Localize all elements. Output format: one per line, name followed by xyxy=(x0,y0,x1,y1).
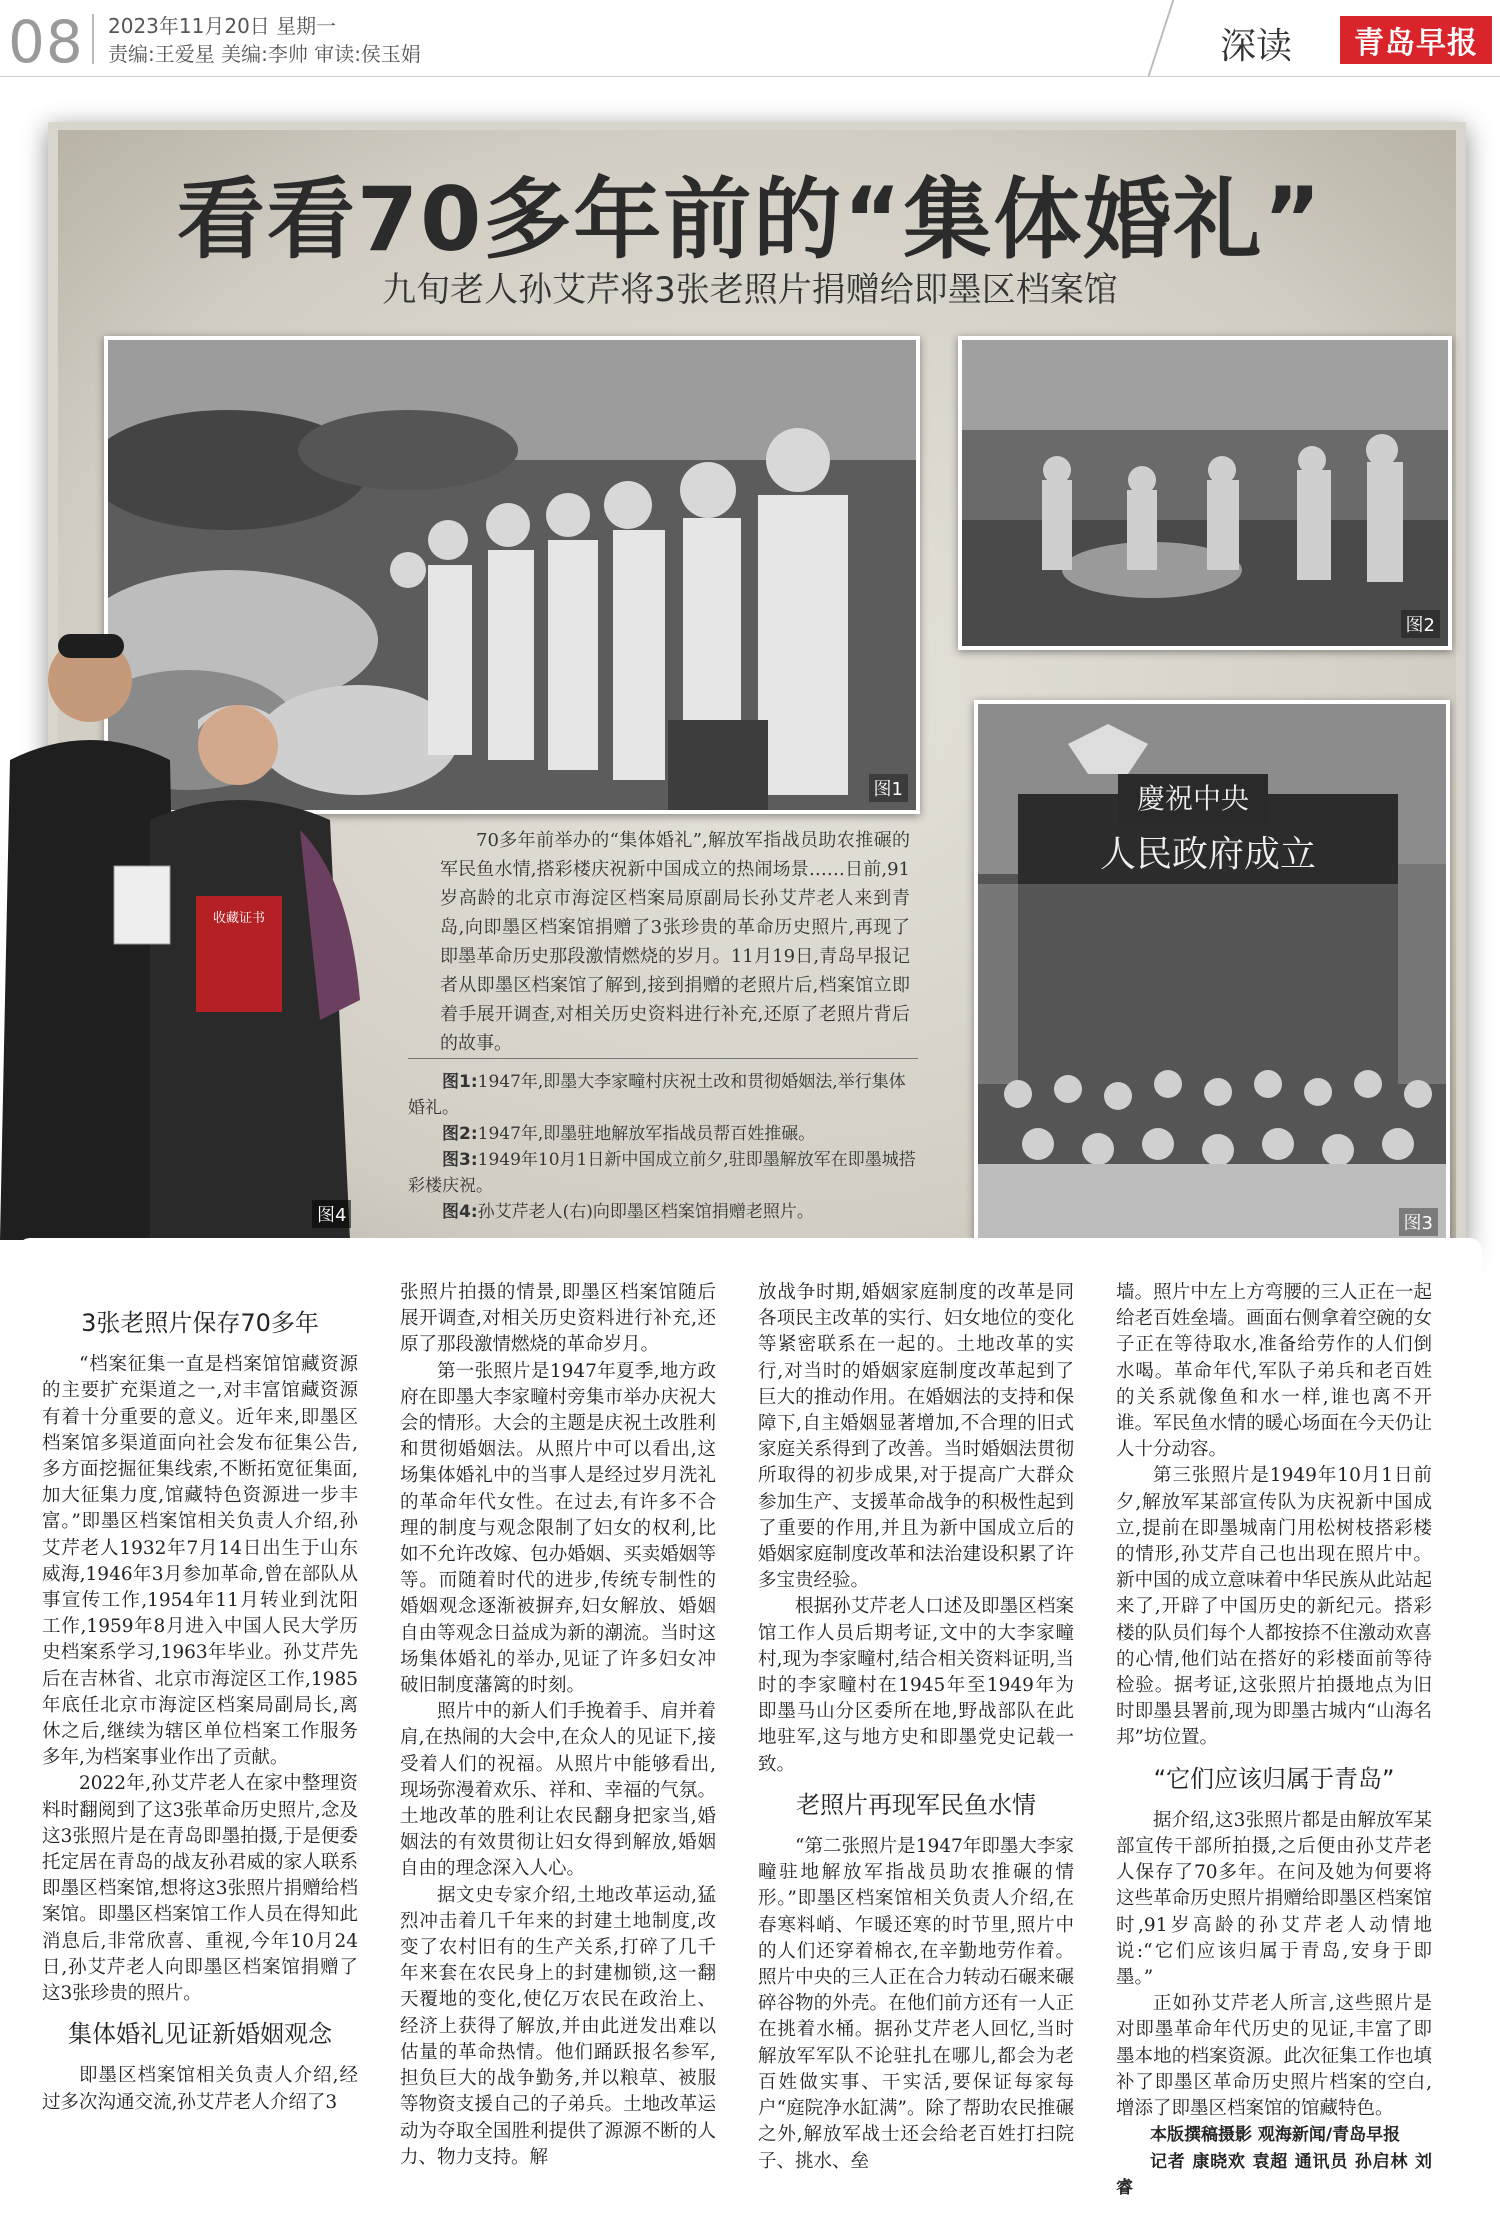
newspaper-logo: 青岛早报 xyxy=(1340,16,1492,64)
paragraph: 2022年,孙艾芹老人在家中整理资料时翻阅到了这3张革命历史照片,念及这3张照片是在青岛即墨拍摄,于是便委托定居在青岛的战友孙君威的家人联系即墨区档案馆,想将这3张照片捐赠给档案馆。即墨区档案馆工作人员在得知此消息后,非常欣喜、重视,今年10月24日,孙艾芹老人向即墨区档案馆捐赠了这3张珍贵的照片。 xyxy=(42,1773,358,2005)
headline: 看看70多年前的“集体婚礼” xyxy=(176,168,1324,271)
date-line: 2023年11月20日 星期一 xyxy=(108,14,337,38)
paragraph: 放战争时期,婚姻家庭制度的改革是同各项民主改革的实行、妇女地位的变化等紧密联系在一起的。土地改革的实行,对当时的婚姻家庭制度改革起到了巨大的推动作用。在婚姻法的支持和保障下,自主婚姻显著增加,不合理的旧式家庭关系得到了改善。当时婚姻法贯彻所取得的初步成果,对于提高广大群众参加生产、支援革命战争的积极性起到了重要的作用,并且为新中国成立后的婚姻家庭制度改革和法治建设积累了许多宝贵经验。 xyxy=(758,1282,1074,1592)
subheading-army-civilian: 老照片再现军民鱼水情 xyxy=(796,1790,1036,1819)
article-column-1 xyxy=(42,1296,358,2116)
header-rule xyxy=(0,76,1500,77)
paragraph: “档案征集一直是档案馆馆藏资源的主要扩充渠道之一,对丰富馆藏资源有着十分重要的意义。近年来,即墨区档案馆多渠道面向社会发布征集公告,多方面挖掘征集线索,不断拓宽征集面,加大征集力度,馆藏特色资源进一步丰富。”即墨区档案馆相关负责人介绍,孙艾芹老人1932年7月14日出生于山东威海,1946年3月参加革命,曾在部队从事宣传工作,1954年11月转业到沈阳工作,1959年8月进入中国人民大学历史档案系学习,1963年毕业。孙艾芹先后在吉林省、北京市海淀区工作,1985年底任北京市海淀区档案局副局长,离休之后,继续为辖区单位档案工作服务多年,为档案事业作出了贡献。 xyxy=(42,1354,358,1769)
photo-4-label: 图4 xyxy=(312,1200,351,1228)
photo-2-image xyxy=(962,340,1448,646)
article-column-3 xyxy=(758,1280,1074,2175)
caption-3: 图3:1949年10月1日新中国成立前夕,驻即墨解放军在即墨城搭彩楼庆祝。 xyxy=(408,1150,916,1196)
article-column-4 xyxy=(1116,1280,1432,2201)
photo-3-banner-line2: 人民政府成立 xyxy=(1099,834,1317,875)
paragraph: 照片中的新人们手挽着手、肩并着肩,在热闹的大会中,在众人的见证下,接受着人们的祝福。从照片中能够看出,现场弥漫着欢乐、祥和、幸福的气氛。土地改革的胜利让农民翻身把家当,婚姻法的有效贯彻让妇女得到解放,婚姻自由的理念深入人心。 xyxy=(400,1701,716,1880)
subheading-belong-qingdao: “它们应该归属于青岛” xyxy=(1153,1764,1395,1793)
photo-2-label: 图2 xyxy=(1401,610,1440,638)
subheadline: 九旬老人孙艾芹将3张老照片捐赠给即墨区档案馆 xyxy=(382,270,1118,310)
subheading-photos-kept: 3张老照片保存70多年 xyxy=(81,1309,319,1337)
photo-4-book-label: 收藏证书 xyxy=(212,911,266,926)
paragraph: 据文史专家介绍,土地改革运动,猛烈冲击着几千年来的封建土地制度,改变了农村旧有的生产关系,打碎了几千年来套在农民身上的封建枷锁,这一翻天覆地的变化,使亿万农民在政治上、经济上获得了解放,并由此迸发出难以估量的革命热情。他们踊跃报名参军,担负巨大的战争勤务,并以粮草、被服等物资支援自己的子弟兵。土地改革运动为夺取全国胜利提供了源源不断的人力、物力支持。解 xyxy=(400,1884,716,2168)
paragraph: 第一张照片是1947年夏季,地方政府在即墨大李家疃村旁集市举办庆祝大会的情形。大会的主题是庆祝土改胜利和贯彻婚姻法。从照片中可以看出,这场集体婚礼中的当事人是经过岁月洗礼的革命年代女性。在过去,有许多不合理的制度与观念限制了妇女的权利,比如不允许改嫁、包办婚姻、买卖婚姻等等。而随着时代的进步,传统专制性的婚姻观念逐渐被摒弃,妇女解放、婚姻自由等观念日益成为新的潮流。当时这场集体婚礼的举办,见证了许多妇女冲破旧制度藩篱的时刻。 xyxy=(400,1360,716,1697)
editors-line: 责编:王爱星 美编:李帅 审读:侯玉娟 xyxy=(108,42,421,66)
photo-3-arch xyxy=(974,700,1450,1248)
section-name: 深读 xyxy=(1220,26,1293,67)
header-divider xyxy=(92,14,94,64)
photo-3-label: 图3 xyxy=(1399,1208,1438,1236)
caption-4: 图4:孙艾芹老人(右)向即墨区档案馆捐赠老照片。 xyxy=(442,1202,814,1222)
photo-4-image xyxy=(0,620,380,1240)
paragraph: 据介绍,这3张照片都是由解放军某部宣传干部所拍摄,之后便由孙艾芹老人保存了70多年。在问及她为何要将这些革命历史照片捐赠给即墨区档案馆时,91岁高龄的孙艾芹老人动情地说:“它们应该归属于青岛,安身于即墨。” xyxy=(1116,1809,1432,1989)
photo-3-image xyxy=(978,704,1446,1244)
page-number: 08 xyxy=(8,8,84,76)
byline-1: 本版撰稿摄影 观海新闻/青岛早报 xyxy=(1150,2125,1401,2146)
photo-3-banner-line1: 慶祝中央 xyxy=(1136,782,1250,815)
paragraph: 张照片拍摄的情景,即墨区档案馆随后展开调查,对相关历史资料进行补充,还原了那段激情燃烧的革命岁月。 xyxy=(400,1282,716,1356)
paragraph: “第二张照片是1947年即墨大李家疃驻地解放军指战员助农推碾的情形。”即墨区档案馆相关负责人介绍,在春寒料峭、乍暖还寒的时节里,照片中的人们还穿着棉衣,在辛勤地劳作着。照片中央的三人正在合力转动石碾来碾碎谷物的外壳。在他们前方还有一人正在挑着水桶。据孙艾芹老人回忆,当时解放军军队不论驻扎在哪儿,都会为老百姓做实事、干实活,要保证每家每户“庭院净水缸满”。除了帮助农民推碾之外,解放军战士还会给老百姓打扫院子、挑水、垒 xyxy=(758,1836,1074,2172)
subheading-group-wedding: 集体婚礼见证新婚姻观念 xyxy=(68,2020,332,2049)
paragraph: 墙。照片中左上方弯腰的三人正在一起给老百姓垒墙。画面右侧拿着空碗的女子正在等待取水,准备给劳作的人们倒水喝。革命年代,军队子弟兵和老百姓的关系就像鱼和水一样,谁也离不开谁。军民鱼水情的暖心场面在今天仍让人十分动容。 xyxy=(1116,1282,1432,1461)
paragraph: 第三张照片是1949年10月1日前夕,解放军某部宣传队为庆祝新中国成立,提前在即墨城南门用松树枝搭彩楼的情形,孙艾芹自己也出现在照片中。新中国的成立意味着中华民族从此站起来了,开辟了中国历史的新纪元。搭彩楼的队员们每个人都按捺不住激动欢喜的心情,他们站在搭好的彩楼面前等待检验。据考证,这张照片拍摄地点为旧时即墨县署前,现为即墨古城内“山海名邦”坊位置。 xyxy=(1116,1465,1432,1749)
photo-1-label: 图1 xyxy=(869,774,908,802)
article-column-2 xyxy=(400,1280,716,2171)
caption-1: 图1:1947年,即墨大李家疃村庆祝土改和贯彻婚姻法,举行集体婚礼。 xyxy=(408,1072,906,1118)
paragraph: 根据孙艾芹老人口述及即墨区档案馆工作人员后期考证,文中的大李家疃村,现为李家疃村,结合相关资料证明,当时的李家疃村在1945年至1949年为即墨马山分区委所在地,野战部队在此地驻军,这与地方史和即墨党史记载一致。 xyxy=(758,1596,1074,1775)
photo-2-millstone xyxy=(958,336,1452,650)
intro-paragraph: 70多年前举办的“集体婚礼”,解放军指战员助农推碾的军民鱼水情,搭彩楼庆祝新中国成立的热闹场景……日前,91岁高龄的北京市海淀区档案局原副局长孙艾芹老人来到青岛,向即墨区档案馆捐赠了3张珍贵的革命历史照片,再现了即墨革命历史那段激情燃烧的岁月。11月19日,青岛早报记者从即墨区档案馆了解到,接到捐赠的老照片后,档案馆立即着手展开调查,对相关历史资料进行补充,还原了老照片背后的故事。 xyxy=(440,830,910,1054)
paragraph: 正如孙艾芹老人所言,这些照片是对即墨革命年代历史的见证,丰富了即墨本地的档案资源。此次征集工作也填补了即墨区革命历史照片档案的空白,增添了即墨区档案馆的馆藏特色。 xyxy=(1116,1993,1432,2120)
byline-2: 记者 康晓欢 袁超 通讯员 孙启林 刘睿 xyxy=(1116,2151,1432,2198)
caption-2: 图2:1947年,即墨驻地解放军指战员帮百姓推碾。 xyxy=(442,1124,816,1144)
photo-captions xyxy=(408,1058,918,1225)
paragraph: 即墨区档案馆相关负责人介绍,经过多次沟通交流,孙艾芹老人介绍了3 xyxy=(42,2065,358,2113)
photo-4-donation xyxy=(0,620,380,1240)
